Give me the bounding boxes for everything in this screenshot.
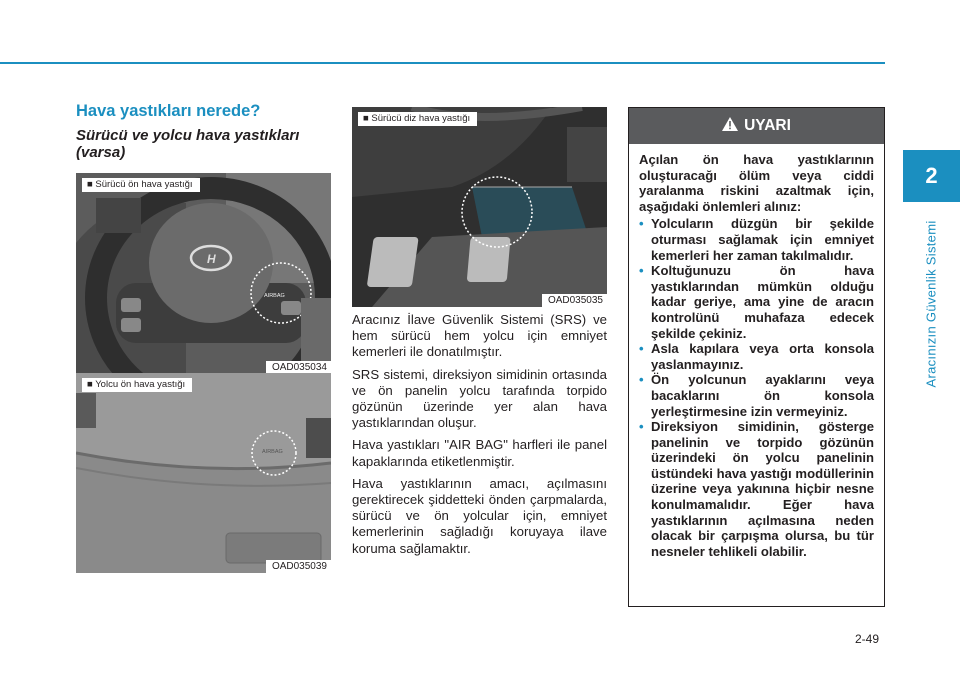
warning-box <box>628 107 885 607</box>
chapter-number-tab: 2 <box>903 150 960 202</box>
knee-area-photo <box>352 107 607 307</box>
paragraph: Aracınız İlave Güvenlik Sistemi (SRS) ve hem sürücü hem yolcu için emniyet kemerleri ile donatılmıştır. <box>352 312 607 360</box>
paragraph: Hava yastıklarının amacı, açılmasını gerektirecek şiddetteki önden çarpmalarda, sürücü ve ön yolcular için, emniyet kemerlerinin sağladığı koruyaya ilave koruma sağlamaktır. <box>352 475 607 556</box>
warning-item-text: Koltuğunuzu ön hava yastıklarından mümkün olduğu kadar geriye, ama yine de aracın kontrolünü muhafaza edecek şekilde çekiniz. <box>651 263 874 341</box>
warning-triangle-icon <box>722 117 738 136</box>
warning-intro: Açılan ön hava yastıklarının oluşturacağı ölüm veya ciddi yaralanma riskini azaltmak için, aşağıdaki önlemleri alınız: <box>639 152 874 214</box>
bullet-icon: • <box>639 341 644 357</box>
dashboard-photo <box>76 373 331 573</box>
paragraph: SRS sistemi, direksiyon simidinin ortasında ve ön panelin yolcu tarafında torpido gözünün üzerinde yer alan hava yastıklarından oluşur. <box>352 366 607 431</box>
figure-driver-front-airbag <box>76 173 331 374</box>
airbag-badge: AIRBAG <box>262 449 283 455</box>
warning-item-text: Direksiyon simidinin, gösterge panelinin ve torpido gözünün üzerindeki ön yolcu panelinin üstündeki hava yastığı modüllerinin üzerine veya yakınına hiçbir nesne konulmamalıdır. Eğer hava yastıklarının açılmasına neden olacak bir çarpışma olursa, bu tür nesneler tehlikeli olabilir. <box>651 419 874 559</box>
figure-code: OAD035034 <box>266 361 331 374</box>
figure-code: OAD035039 <box>266 560 331 573</box>
warning-item <box>639 341 874 372</box>
warning-item-text: Asla kapılara veya orta konsola yaslanmayınız. <box>651 341 874 372</box>
steering-wheel-photo <box>76 173 331 374</box>
svg-text:H: H <box>207 252 216 266</box>
warning-title: UYARI <box>744 117 791 134</box>
figure-caption: ■ Yolcu ön hava yastığı <box>82 378 192 392</box>
bullet-icon: • <box>639 263 644 279</box>
figure-code: OAD035035 <box>542 294 607 307</box>
header-rule <box>0 62 885 64</box>
bullet-icon: • <box>639 216 644 232</box>
figure-passenger-front-airbag <box>76 373 331 573</box>
figure-driver-knee-airbag <box>352 107 607 307</box>
warning-item-text: Ön yolcunun ayaklarını veya bacaklarını ön konsola yerleştirmesine izin vermeyiniz. <box>651 372 874 419</box>
warning-item <box>639 372 874 419</box>
warning-item <box>639 263 874 341</box>
subsection-title: Sürücü ve yolcu hava yastıkları (varsa) <box>76 127 300 161</box>
section-title: Hava yastıkları nerede? <box>76 102 261 120</box>
figure-caption: ■ Sürücü ön hava yastığı <box>82 178 200 192</box>
bullet-icon: • <box>639 419 644 435</box>
chapter-title-side <box>920 212 942 396</box>
page-number: 2-49 <box>855 632 880 646</box>
warning-list <box>639 216 874 559</box>
warning-header <box>629 108 884 144</box>
warning-item <box>639 216 874 263</box>
paragraph: Hava yastıkları "AIR BAG" harfleri ile panel kapaklarında etiketlenmiştir. <box>352 437 607 469</box>
chapter-title: Aracınızın Güvenlik Sistemi <box>923 220 939 388</box>
warning-body <box>629 144 884 559</box>
airbag-badge: AIRBAG <box>264 293 285 299</box>
warning-item <box>639 419 874 559</box>
bullet-icon: • <box>639 372 644 388</box>
body-text <box>352 312 607 563</box>
warning-item-text: Yolcuların düzgün bir şekilde oturması sağlamak için emniyet kemerleri her zaman takılmalıdır. <box>651 216 874 263</box>
figure-caption: ■ Sürücü diz hava yastığı <box>358 112 477 126</box>
